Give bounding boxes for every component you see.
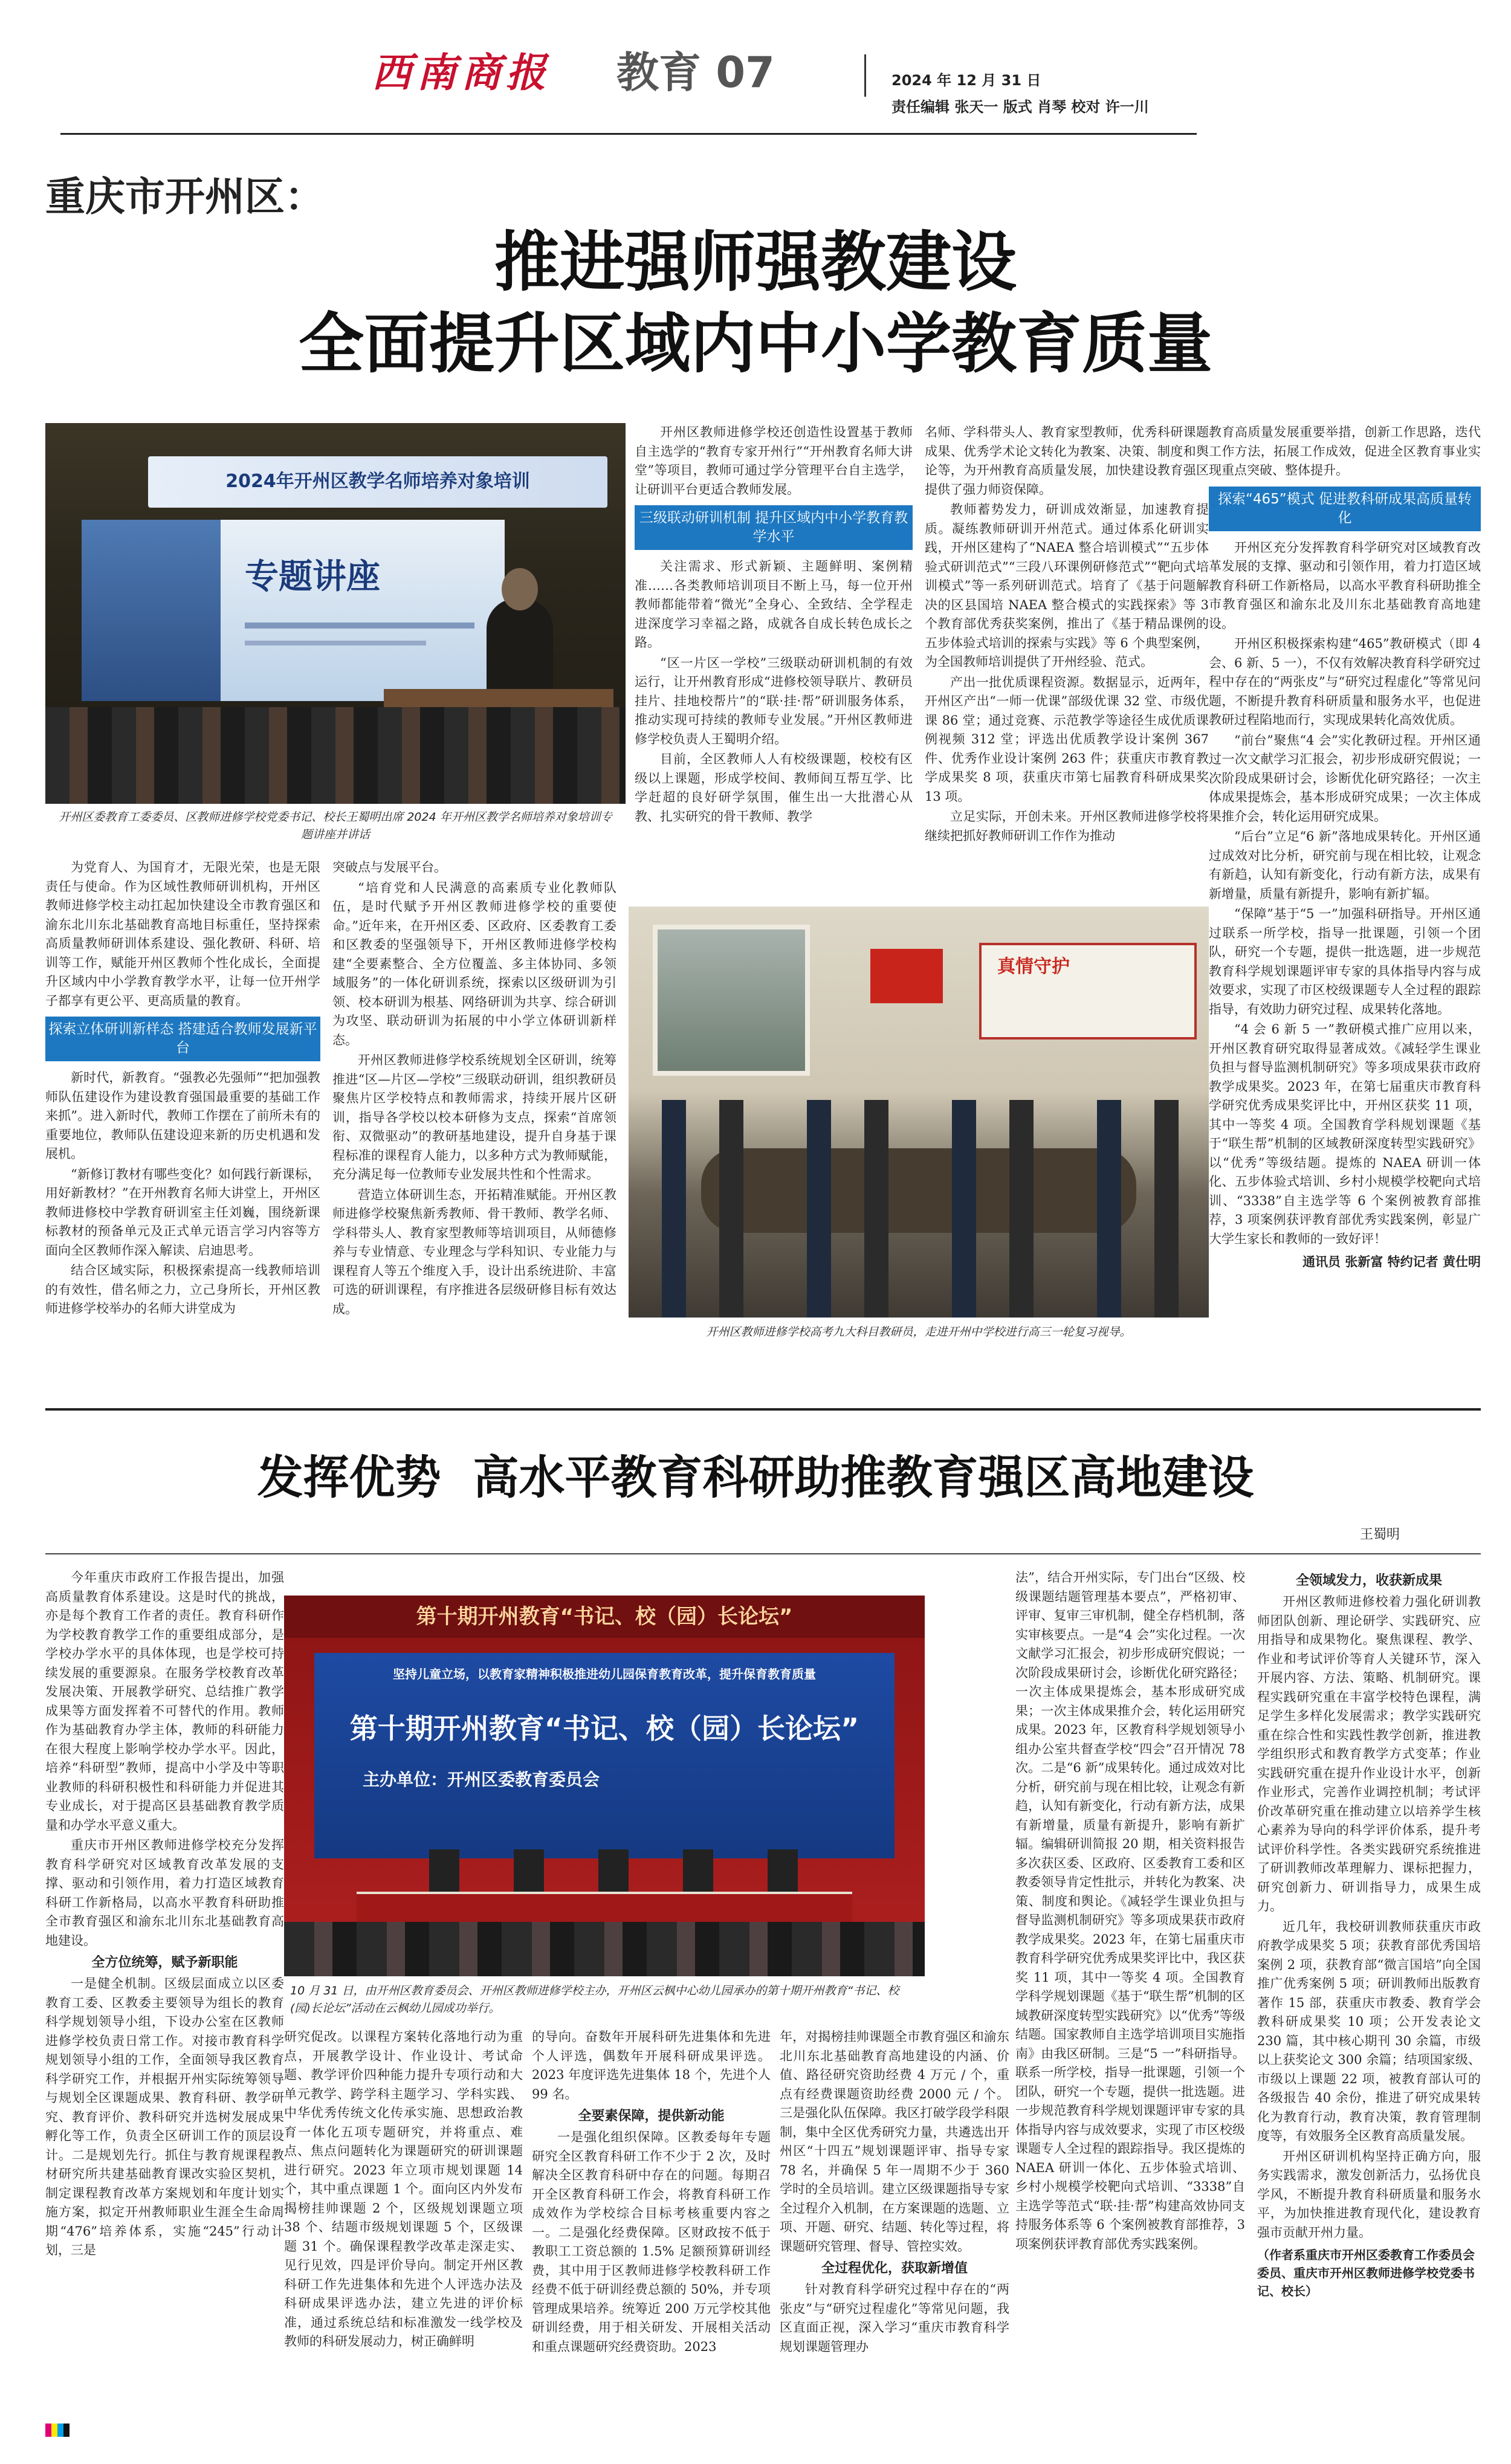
story1-byline: 通讯员 张新富 特约记者 黄仕明 [1302, 1255, 1481, 1269]
paragraph: 一是健全机制。区级层面成立以区委教育工委、区教委主要领导为组长的教育科学规划领导小组，下设办公室在区教师进修学校负责日常工作。对接市教育科学规划领导小组的工作，全面领导我区教育科学研究工作，并根据开州实际统筹领导与规划全区课题成果、教育科研、教学研究、教育评价、教科研究并选树发展成果孵化等工作，负责全区研训工作的顶层设计。二是规划先行。抓住与教育规课程教材研究所共建基础教育课改实验区契机，制定课程教育改革方案规划和年度计划实施方案，拟定开州教师职业生涯全生命周期“476”培养体系，实施“245”行动计划，三是 [45, 1976, 284, 2257]
story2-divider [45, 1553, 1481, 1554]
editors-line: 责任编辑 张天一 版式 肖琴 校对 许一川 [891, 99, 1149, 115]
paragraph: “新修订教材有哪些变化？如何践行新课标，用好新教材？”在开州教育名师大讲堂上，开州区教师进修校中学教育研训室主任刘巍，围绕新课标教材的预备单元及正式单元语言学习内容等方面向全区教师作深入解读、启迪思考。 [45, 1166, 320, 1258]
story2-col-c [532, 2028, 771, 2405]
section-heading: 全方位统筹，赋予新职能 [91, 1955, 238, 1970]
paragraph: 开州区教师进修校着力强化研训教师团队创新、理论研学、实践研究、应用指导和成果物化。聚焦课程、教学、作业和考试评价等育人关键环节，深入开展内容、方法、策略、机制研究。课程实践研究重在丰富学校特色课程，满足学生多样化发展需求；教学实践研究重在综合性和实践性教学创新，推进教学组织形式和教育教学方式变革；作业实践研究重在提升作业设计水平，创新作业形式，完善作业调控机制；考试评价改革研究重在推动建立以培养学生核心素养为导向的科学评价体系，提升考试评价科学性。各类实践研究系统推进了研训教师改革理解力、课标把握力，研究创新力、研训指导力，成果生成力。 [1257, 1594, 1481, 1913]
lecture-audience [45, 707, 626, 804]
paragraph: 突破点与发展平台。 [332, 860, 447, 875]
meeting-flag [870, 949, 943, 1003]
subheading: 探索“465”模式 促进教科研成果高质量转化 [1209, 487, 1481, 531]
story1-col-a [45, 858, 320, 1387]
color-registration-strip [45, 2424, 70, 2437]
story1-photo-meeting-caption: 开州区教师进修学校高考九大科目教研员，走进开州中学校进行高三一轮复习视导。 [706, 1325, 1131, 1339]
paragraph: 关注需求、形式新颖、主题鲜明、案例精准……各类教师培训项目不断上马，每一位开州教师都能带着“微光”全身心、全致结、全学程走进深度学习幸福之路，成就各自成长转色成长之路。 [635, 559, 913, 650]
story2-headline: 发挥优势 高水平教育科研助推教育强区高地建设 [257, 1450, 1254, 1504]
forum-screen [314, 1653, 895, 1858]
paragraph: 立足实际，开创未来。开州区教师进修学校将继续把抓好教师研训工作作为推动 [925, 809, 1209, 843]
author-note: （作者系重庆市开州区委教育工作委员会委员、重庆市开州区教师进修学校党委书记、校长） [1257, 2248, 1475, 2298]
story2-photo-forum-caption: 10 月 31 日，由开州区教育委员会、开州区教师进修学校主办，开州区云枫中心幼儿园承办的第十期开州教育“书记、校(园)长论坛”活动在云枫幼儿园成功举行。 [290, 1984, 899, 2015]
paragraph: 研究促改。以课程方案转化落地行动为重点，开展教学设计、作业设计、考试命题、教学评价四种能力提升专项行动和大单元教学、跨学科主题学习、学科实践、中华优秀传统文化传承实施、思想政治教育一体化五项专题研究，并将重点、难点、焦点问题转化为课题研究的研训课题进行研究。2023 年立项市规划课题 14 个，其中重点课题 1 个。面向区内外发布揭榜挂帅课题 2 个，区级规划课题立项 38 个、结题市级规划课题 5 个，区级课题 31 个。确保课程教学改革走深走实、见行见效，四是评价导向。制定开州区教科研工作先进集体和先进个人评选办法及科研成果评选办法，建立先进的评价标准，通过系统总结和标准激发一线学校及教师的科研发展动力，树正确鲜明 [284, 2029, 523, 2349]
paragraph: 新时代，新教育。“强教必先强师”“把加强教师队伍建设作为建设教育强国最重要的基础工作来抓”。进入新时代，教师工作摆在了前所未有的重要地位，教师队伍建设迎来新的历史机遇和发展机。 [45, 1070, 320, 1161]
story1-kicker: 重庆市开州区： [45, 173, 325, 220]
paragraph: “保障”基于“5 一”加强科研指导。开州区通过联系一所学校，指导一批课题，引领一个团队，研究一个专题，提供一批选题，进一步规范教育科学规划课题评审专家的具体指导内容与成效要求，实现了市区校级课题专人全过程的跟踪指导，有效助力研究过程、成果转化落地。 [1209, 907, 1481, 1017]
paragraph: 结合区域实际，积极探索提高一线教师培训的有效性，借名师之力，立己身所长，开州区教师进修学校举办的名师大讲堂成为 [45, 1263, 320, 1316]
story1-col-e [1209, 423, 1481, 1414]
story2-col-e [1015, 1568, 1245, 2405]
story-divider [45, 1408, 1481, 1411]
paragraph: 开州区充分发挥教育科学研究对区域教育改革发展的支撑、驱动和引领作用，着力打造区域教育科研工作新格局，以高水平教育科研助推全市教育强区和渝东北及川东北基础教育高地建设。 [1209, 540, 1481, 631]
paragraph: 开州区积极探索构建“465”教研模式（即 4 会、6 新、5 一），不仅有效解决教育科学研究过程中存在的“两张皮”与“研究过程虚化”等常见问题，不断提升教育科研质量和服务水平，也促进教研过程陷地而行，实现成果转化高效优质。 [1209, 636, 1481, 727]
story1-photo-meeting [629, 907, 1209, 1318]
story1-col-b [332, 858, 616, 1387]
paragraph: “前台”聚焦“4 会”实化教研过程。开州区通过一次文献学习汇报会，初步形成研究假说；一次阶段成果研讨会，诊断优化研究路径；一次主体成果提炼会，基本形成研究成果；一次主体成果推介会，转化运用研究成果。 [1209, 732, 1481, 824]
masthead-divider [864, 54, 866, 97]
issue-date: 2024 年 12 月 31 日 [891, 72, 1041, 89]
lecture-screen [82, 520, 505, 701]
story2-col-d [780, 2028, 1009, 2405]
forum-slogan: 坚持儿童立场，以教育家精神积极推进幼儿园保育教育改革，提升保育教育质量 [393, 1667, 816, 1681]
forum-banner-text: 第十期开州教育“书记、校（园）长论坛” [416, 1605, 793, 1629]
story2-col-f [1257, 1568, 1481, 2405]
section-heading: 全要素保障，提供新动能 [578, 2109, 725, 2124]
paragraph: “4 会 6 新 5 一”教研模式推广应用以来，开州区教育研究取得显著成效。《减轻学生课业负担与督导监测机制研究》等多项成果获市政府教学成果奖。2023 年，在第七届重庆市教育科学研究优秀成果奖评比中，开州区获奖 11 项，其中一等奖 4 项。全国教育学科规划课题《基于“联生帮”机制的区域教研深度转型实践研究》以“优秀”等级结题。提炼的 NAEA 研训一体化、五步体验式培训、乡村小规模学校靶向式培训、“3338”自主选学等 6 个案例被教育部推荐，3 项案例获评教育部优秀实践案例，彰显广大学生家长和教师的一致好评！ [1209, 1022, 1481, 1246]
meeting-wall-text: 真情守护 [997, 956, 1070, 977]
meeting-people [629, 1100, 1209, 1318]
story1-col-c [635, 423, 913, 888]
paragraph: 产出一批优质课程资源。数据显示，近两年，开州区产出“一师一优课”部级优课 32 堂、市级优课 86 堂；通过竞赛、示范教学等途径生成优质课例视频 312 堂；评选出优质教学设计案例 367 件、优秀作业设计案例 263 件；获重庆市教育教学成果奖 8 项，获重庆市第七届教育科研成果奖 13 项。 [925, 674, 1209, 804]
section-heading: 全领域发力，收获新成果 [1295, 1573, 1442, 1588]
story1-photo-lecture [45, 423, 626, 804]
paragraph: 教师蓄势发力，研训成效渐显，加速教育提质。凝练教师研训开州范式。通过体系化研训实践，开州区建构了“NAEA 整合培训模式”“五步体验式研训范式”“三段八环课例研修范式”“靶向式培训模式”等一系列研训范式。培育了《基于问题解决的区县国培 NAEA 整合模式的实践探索》等 3 个教育部优秀获奖案例，推出了《基于精品课例的五步体验式培训的探索与实践》等 6 个典型案例，为全国教师培训提供了开州经验、范式。 [925, 502, 1209, 669]
paragraph: 开州区教师进修学校还创造性设置基于教师自主选学的“教育专家开州行”“开州教育名师大讲堂”等项目，教师可通过学分管理平台自主选学，让研训平台更适合教师发展。 [635, 425, 913, 497]
section-page-title: 教育 07 [616, 48, 775, 97]
forum-host: 主办单位：开州区委教育委员会 [363, 1770, 600, 1790]
masthead-logo: 西南商报 [372, 49, 551, 96]
paragraph: 今年重庆市政府工作报告提出，加强高质量教育体系建设。这是时代的挑战，亦是每个教育工作者的责任。教育科研作为学校教育教学工作的重要组成部分，是学校办学水平的具体体现，也是学校可持续发展的重要源泉。在服务学校教育改革发展决策、开展教学研究、总结推广教学成果等方面发挥着不可替代的作用。教师作为基础教育办学主体，教师的科研能力在很大程度上影响学校办学水平。因此，培养“科研型”教师，提高中小学及中等职业教师的科研积极性和科研能力并促进其专业成长，对于提高区县基础教育教学质量和办学水平意义重大。 [45, 1570, 284, 1832]
paragraph: 一是强化组织保障。区教委每年专题研究全区教育科研工作不少于 2 次，及时解决全区教育科研中存在的问题。每期召开全区教育科研工作会，将教育科研工作成效作为学校综合目标考核重要内容之一。二是强化经费保障。区财政按不低于教职工工资总额的 1.5% 足额预算研训经费，其中用于区教师进修学校教科研工作经费不低于研训经费总额的 50%，并专项管理成果培养。统筹近 200 万元学校其他研训经费，用于相关研发、开展相关活动和重点课题研究经费资助。2023 [532, 2130, 771, 2354]
section-heading: 全过程优化，获取新增值 [821, 2261, 968, 2276]
story2-photo-forum [284, 1596, 925, 1976]
paragraph: 目前，全区教师人人有校级课题，校校有区级以上课题，形成学校间、教师间互帮互学、比学赶超的良好研学氛围，催生出一大批潜心从教、扎实研究的骨干教师、教学 [635, 752, 913, 824]
paragraph: 为党育人、为国育才，无限光荣，也是无限责任与使命。作为区域性教师研训机构，开州区教师进修学校主动扛起加快建设全市教育强区和渝东北川东北基础教育高地目标重任，坚持探索高质量教师研训体系建设、强化教研、科研、培训等工作，赋能开州区教师个性化成长，全面提升区域内中小学教育教学水平，让每一位开州学子都享有更公平、更高质量的教育。 [45, 860, 320, 1008]
subheading: 三级联动研训机制 提升区域内中小学教育教学水平 [635, 505, 913, 550]
masthead-rule [60, 133, 1197, 135]
paragraph: 年，对揭榜挂帅课题全市教育强区和渝东北川东北基础教育高地建设的内涵、价值、路径研究资助经费 4 万元 / 个，重点有经费课题资助经费 2000 元 / 个。三是强化队伍保障。我区打破学段学科限制，集中全区优秀研究力量，共遴选出开州区“十四五”规划课题评审、指导专家 78 名，并确保 5 年一周期不少于 360 学时的全员培训。建立区级课题指导专家全过程介入机制，在方案课题的选题、立项、开题、研究、结题、转化等过程，将课题研究管理、督导、管控实效。 [780, 2029, 1009, 2254]
story1-photo-lecture-caption: 开州区委教育工委委员、区教师进修学校党委书记、校长王蜀明出席 2024 年开州区教学名师培养对象培训专题讲座并讲话 [59, 810, 612, 841]
lecture-banner-title: 2024年开州区教学名师培养对象培训 [225, 471, 530, 492]
meeting-window [653, 925, 810, 1076]
story2-col-b [284, 2028, 523, 2405]
paragraph: “区一片区一学校”三级联动研训机制的有效运行，让开州教育形成“进修校领导联片、教研员挂片、挂地校帮片”的“联·挂·帮”研训服务体系，推动实现可持续的教师专业发展。”开州区教师进修学校负责人王蜀明介绍。 [635, 655, 913, 746]
lecture-screen-title: 专题讲座 [245, 557, 380, 597]
paragraph: 营造立体研训生态，开拓精准赋能。开州区教师进修学校聚焦新秀教师、骨干教师、教学名师、学科带头人、教育家型教师等培训项目，从师德修养与专业情意、专业理念与学科知识、专业能力与课程育人等五个维度入手，设计出系统进阶、丰富可选的研训课程，有序推进各层级研修目标有效达成。 [332, 1187, 616, 1316]
paragraph: 开州区研训机构坚持正确方向，服务实践需求，激发创新活力，弘扬优良学风，不断提升教育科研质量和服务水平，为加快推进教育现代化，建设教育强市贡献开州力量。 [1257, 2149, 1481, 2240]
forum-audience [284, 1922, 925, 1976]
story2-col-a [45, 1568, 284, 2405]
paragraph: 的导向。奋数年开展科研先进集体和先进个人评选，偶数年开展科研成果评选。2023 年度评选先进集体 18 个，先进个人 99 名。 [532, 2029, 771, 2101]
paragraph: 开州区教师进修学校系统规划全区研训，统筹推进“区—片区—学校”三级联动研训，组织教研员聚焦片区学校特点和教师需求，持续开展片区研训，指导各学校以校本研修为支点，探索“首席领衔、双微驱动”的教研基地建设，提升自身基于课程标准的课程育人能力，以多种方式为教师赋能，充分满足每一位教师专业发展共性和个性需求。 [332, 1053, 616, 1182]
paragraph: 名师、学科带头人、教育家型教师，优秀科研课题成果、优秀学术论文转化为教案、决策、制度和舆论等，为开州教育高质量发展，加快建设教育强区提供了强力师资保障。 [925, 425, 1209, 497]
story1-headline-line2: 全面提升区域内中小学教育质量 [298, 306, 1212, 382]
story1-headline-line1: 推进强师强教建设 [494, 225, 1017, 300]
paragraph: “后台”立足“6 新”落地成果转化。开州区通过成效对比分析，研究前与现在相比较，让观念有新趋，认知有新变化，行动有新方法，成果有新增量，质量有新提升，影响有新扩辐。 [1209, 829, 1481, 901]
paragraph: 法”，结合开州实际，专门出台“区级、校级课题结题管理基本要点”，严格初审、评审、复审三审机制，健全存档机制，落实审核要点。一是“4 会”实化过程。一次文献学习汇报会，初步形成研究假说；一次阶段成果研讨会，诊断优化研究路径；一次主体成果提炼会，基本形成研究成果；一次主体成果推介会，转化运用研究成果。2023 年，区教育科学规划领导小组办公室共督查学校“四会”召开情况 78 次。二是“6 新”成果转化。通过成效对比分析，研究前与现在相比较，让观念有新趋，认知有新变化，行动有新方法，成果有新增量，质量有新提升，影响有新扩辐。编辑研训简报 20 期，相关资料报告多次获区委、区政府、区委教育工委和区教委领导肯定性批示，并转化为教案、决策、制度和舆论。《减轻学生课业负担与督导监测机制研究》等多项成果获市政府教学成果奖。2023 年，在第七届重庆市教育科学研究优秀成果奖评比中，我区获奖 11 项，其中一等奖 4 项。全国教育学科学规划课题《基于“联生帮”机制的区域教研深度转型实践研究》以“优秀”等级结题。国家教师自主选学培训项目实施指南》由我区研制。三是“5 一”科研指导。联系一所学校，指导一批课题，引领一个团队，研究一个专题，提供一批选题。进一步规范教育科学规划课题评审专家的具体指导内容与成效要求，实现了市区校级课题专人全过程的跟踪指导。我区提炼的 NAEA 研训一体化、五步体验式培训、乡村小规模学校靶向式培训、“3338”自主选学等范式“联·挂·帮”构建高效协同支持服务体系等 6 个案例被教育部推荐，3 项案例获评教育部优秀实践案例。 [1015, 1570, 1245, 2251]
paragraph: 针对教育科学研究过程中存在的“两张皮”与“研究过程虚化”等常见问题，我区直面正视，深入学习“重庆市教育科学规划课题管理办 [780, 2282, 1009, 2354]
forum-stage-table [357, 1892, 852, 1922]
paragraph: 近几年，我校研训教师获重庆市政府教学成果奖 5 项；获教育部优秀国培案例 2 项，获教育部“微言国培”向全国推广优秀案例 5 项；研训教师出版教育著作 15 部，获重庆市教委、教育学会教科研成果奖 10 项；公开发表论文 230 篇，其中核心期刊 30 余篇，市级以上获奖论文 300 余篇；结项国家级、市级以上课题 22 项，被教育部认可的各级报告 40 余份，推进了研究成果转化为教育行动，教育决策，教育管理制度等，有效服务全区教育高质量发展。 [1257, 1919, 1481, 2143]
forum-panel-people [393, 1849, 816, 1898]
forum-screen-title: 第十期开州教育“书记、校（园）长论坛” [349, 1712, 859, 1745]
paragraph: 教育高质量发展重要举措，创新工作思路，迭代工作方法，拓展工作成效，促进全区教育事业实现重点突破、整体提升。 [1209, 425, 1481, 477]
masthead [338, 42, 1511, 127]
subheading: 探索立体研训新样态 搭建适合教师发展新平台 [45, 1017, 320, 1061]
story1-col-d [925, 423, 1209, 888]
paragraph: 重庆市开州区教师进修学校充分发挥教育科学研究对区域教育改革发展的支撑、驱动和引领作用，着力打造区域教育科研工作新格局，以高水平教育科研助推全市教育强区和渝东北川东北基础教育高地建设。 [45, 1838, 284, 1948]
story2-author: 王蜀明 [1360, 1527, 1400, 1542]
paragraph: “培育党和人民满意的高素质专业化教师队伍，是时代赋予开州区教师进修学校的重要使命。”近年来，在开州区委、区政府、区委教育工委和区教委的坚强领导下，开州区教师进修学校构建“全要素整合、全方位覆盖、多主体协同、多领域服务”的一体化研训系统，探索以区级研训为引领、校本研训为根基、网络研训为共享、综合研训为攻坚、联动研训为拓展的中小学立体研训新样态。 [332, 880, 616, 1047]
